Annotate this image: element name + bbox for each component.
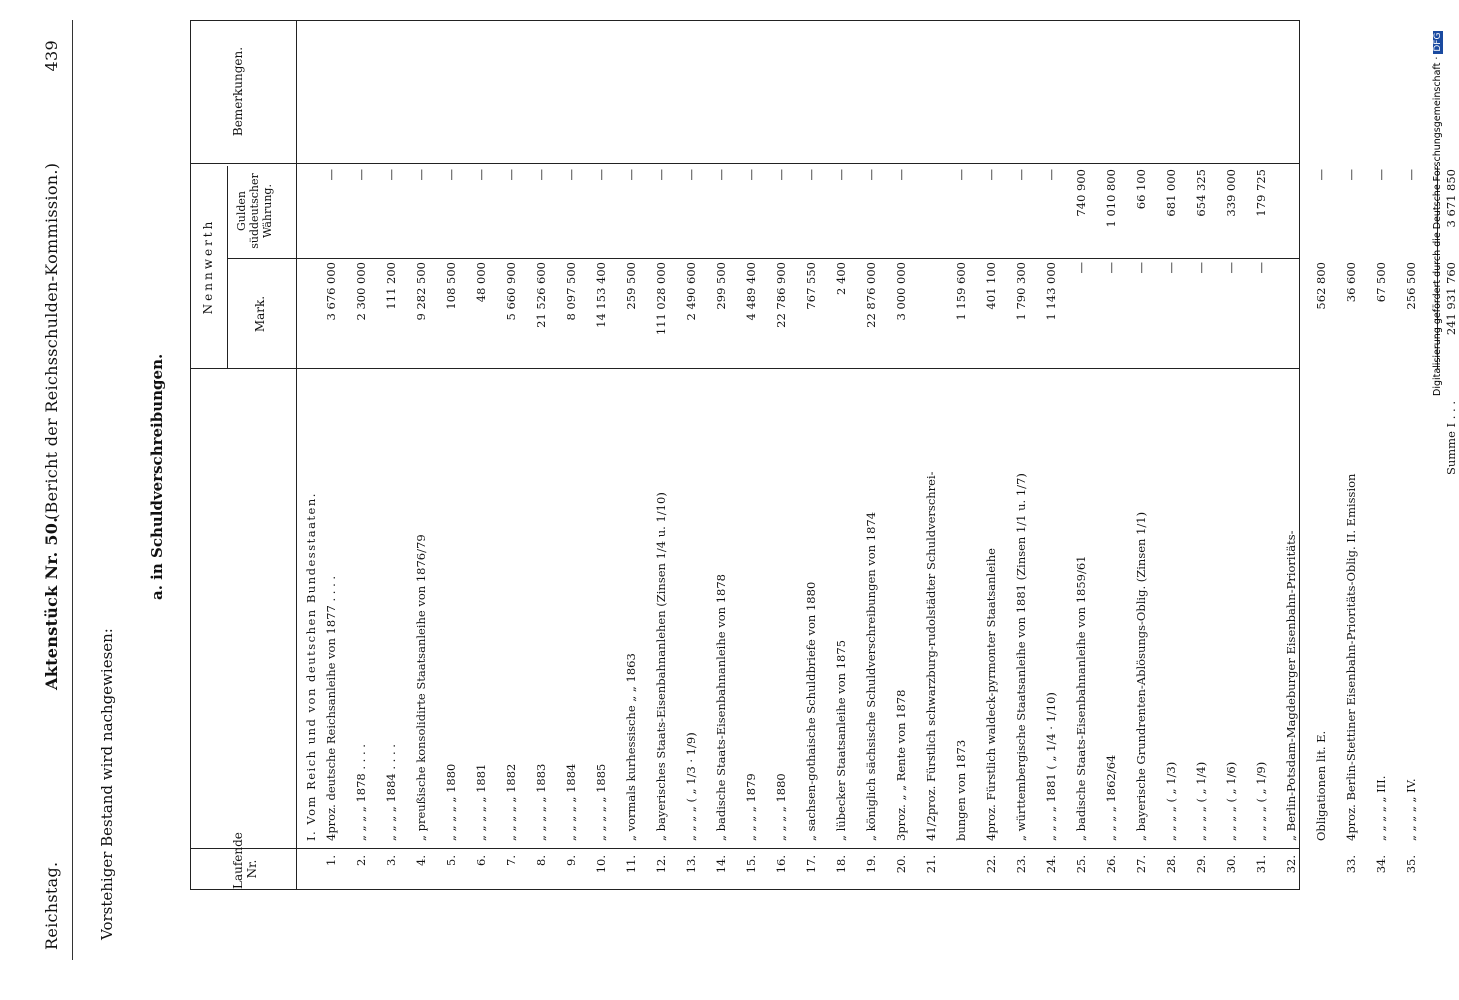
row-number: 26. xyxy=(1104,855,1118,874)
row-mark-value: 111 028 000 xyxy=(654,262,668,336)
table-row xyxy=(563,19,579,889)
row-mark-value: 36 600 xyxy=(1344,262,1358,303)
row-description: „ „ „ „ 1881 ( „ 1/4 · 1/10) xyxy=(1044,692,1058,841)
row-mark-value: 21 526 600 xyxy=(534,262,548,328)
row-description: „ „ „ „ „ 1883 xyxy=(534,763,548,841)
intro-text: Vorstehiger Bestand wird nachgewiesen: xyxy=(98,628,116,940)
row-number: 15. xyxy=(744,855,758,874)
row-description: „ „ „ „ „ 1884 xyxy=(564,763,578,841)
row-description: „ „ „ „ „ 1880 xyxy=(444,763,458,841)
header-rule xyxy=(72,20,73,960)
row-number: 29. xyxy=(1194,855,1208,874)
row-number: 12. xyxy=(654,855,668,874)
row-gulden-value: — xyxy=(624,169,638,181)
table-row xyxy=(863,19,879,889)
row-mark-value: 256 500 xyxy=(1404,262,1418,310)
row-number: 24. xyxy=(1044,855,1058,874)
row-number: 17. xyxy=(804,855,818,874)
row-gulden-value: — xyxy=(864,169,878,181)
table-row xyxy=(623,19,639,889)
row-gulden-value: — xyxy=(504,169,518,181)
row-description: „ badische Staats-Eisenbahnanleihe von 1859/61 xyxy=(1074,555,1088,841)
sum-mark: 241 931 760 xyxy=(1444,262,1458,336)
row-number: 1. xyxy=(324,855,338,866)
col-head-gulden: Gulden süddeutscher Währung. xyxy=(235,173,274,249)
row-gulden-value: — xyxy=(534,169,548,181)
row-description: „ „ „ „ ( „ 1/3) xyxy=(1164,761,1178,841)
row-mark-value: — xyxy=(1194,262,1208,274)
row-number: 20. xyxy=(894,855,908,874)
row-description: „ „ „ „ 1878 . . . . xyxy=(354,744,368,841)
row-description: „ „ „ „ 1862/64 xyxy=(1104,754,1118,841)
row-number: 3. xyxy=(384,855,398,866)
table-row xyxy=(1163,19,1179,889)
row-description: „ „ „ „ ( „ 1/9) xyxy=(1254,761,1268,841)
table-row xyxy=(683,19,699,889)
row-gulden-value: — xyxy=(1344,169,1358,181)
col-head-mark: Mark. xyxy=(253,295,267,333)
running-head xyxy=(40,20,70,960)
row-gulden-value: — xyxy=(414,169,428,181)
table-row xyxy=(1223,19,1239,889)
row-gulden-value: — xyxy=(954,169,968,181)
row-mark-value: 259 500 xyxy=(624,262,638,310)
row-description: „ bayerisches Staats-Eisenbahnanlehen (Zinsen 1/4 u. 1/10) xyxy=(654,492,668,841)
credit-text: Digitalisierung gefördert durch die Deutsche Forschungsgemeinschaft · xyxy=(1432,56,1443,396)
row-mark-value: 67 500 xyxy=(1374,262,1388,303)
section-title: a. in Schuldverschreibungen. xyxy=(148,353,166,600)
row-description: „ lübecker Staatsanleihe von 1875 xyxy=(834,639,848,841)
row-gulden-value: — xyxy=(1314,169,1328,181)
sum-gulden: 3 671 850 xyxy=(1444,169,1458,228)
row-description: „ „ „ „ ( „ 1/3 · 1/9) xyxy=(684,732,698,841)
row-mark-value: 111 200 xyxy=(384,262,398,310)
row-number: 6. xyxy=(474,855,488,866)
row-gulden-value: — xyxy=(354,169,368,181)
row-number: 11. xyxy=(624,855,638,874)
row-mark-value: 3 000 000 xyxy=(894,262,908,321)
table-row xyxy=(473,19,489,889)
table-row xyxy=(593,19,609,889)
row-description: „ „ „ „ ( „ 1/6) xyxy=(1224,761,1238,841)
row-number: 4. xyxy=(414,855,428,866)
row-gulden-value: — xyxy=(1374,169,1388,181)
row-mark-value: 48 000 xyxy=(474,262,488,303)
row-mark-value: 9 282 500 xyxy=(414,262,428,321)
row-description: „ württembergische Staatsanleihe von 1881 (Zinsen 1/1 u. 1/7) xyxy=(1014,473,1028,841)
row-gulden-value: — xyxy=(1044,169,1058,181)
row-gulden-value: — xyxy=(1404,169,1418,181)
header-subtitle: (Bericht der Reichsschulden-Kommission.) xyxy=(42,162,61,520)
table-row xyxy=(1343,19,1359,889)
row-number: 25. xyxy=(1074,855,1088,874)
row-description: 3proz. „ „ Rente von 1878 xyxy=(894,689,908,841)
row-number: 33. xyxy=(1344,855,1358,874)
row-number: 5. xyxy=(444,855,458,866)
row-number: 31. xyxy=(1254,855,1268,874)
sum-label: Summe I . . . xyxy=(1444,401,1458,476)
col-head-nennwerth: Nennwerth xyxy=(201,218,215,315)
row-description: „ Berlin-Potsdam-Magdeburger Eisenbahn-Prioritäts- xyxy=(1284,530,1298,841)
row-gulden-value: — xyxy=(834,169,848,181)
row-mark-value: 2 300 000 xyxy=(354,262,368,321)
section-heading: I. Vom Reich und von deutschen Bundesstaaten. xyxy=(304,492,318,841)
row-description: bungen von 1873 xyxy=(954,739,968,841)
row-gulden-value: 1 010 800 xyxy=(1104,169,1118,228)
row-gulden-value: 740 900 xyxy=(1074,169,1088,217)
row-mark-value: — xyxy=(1224,262,1238,274)
table-row xyxy=(893,19,909,889)
table-row xyxy=(923,19,939,889)
row-gulden-value: 339 000 xyxy=(1224,169,1238,217)
row-number: 16. xyxy=(774,855,788,874)
row-description: „ „ „ „ 1884 . . . . xyxy=(384,744,398,841)
page-number: 439 xyxy=(42,40,61,72)
row-description: „ preußische konsolidirte Staatsanleihe von 1876/79 xyxy=(414,534,428,841)
row-number: 32. xyxy=(1284,855,1298,874)
row-mark-value: 5 660 900 xyxy=(504,262,518,321)
row-gulden-value: — xyxy=(474,169,488,181)
row-number: 7. xyxy=(504,855,518,866)
row-description: „ „ „ „ ( „ 1/4) xyxy=(1194,761,1208,841)
row-gulden-value: — xyxy=(984,169,998,181)
row-gulden-value: — xyxy=(774,169,788,181)
row-number: 19. xyxy=(864,855,878,874)
row-number: 8. xyxy=(534,855,548,866)
table-row xyxy=(953,19,969,889)
table-row xyxy=(1073,19,1089,889)
table-row xyxy=(983,19,999,889)
row-description: „ „ „ „ „ III. xyxy=(1374,775,1388,841)
table-row xyxy=(1043,19,1059,889)
row-description: „ „ „ „ „ 1881 xyxy=(474,763,488,841)
row-description: Obligationen lit. E. xyxy=(1314,730,1328,841)
row-description: „ badische Staats-Eisenbahnanleihe von 1878 xyxy=(714,574,728,841)
table-row xyxy=(803,19,819,889)
row-description: „ vormals kurhessische „ „ 1863 xyxy=(624,653,638,841)
row-description: „ „ „ „ 1880 xyxy=(774,773,788,841)
row-mark-value: — xyxy=(1104,262,1118,274)
row-gulden-value: — xyxy=(594,169,608,181)
row-gulden-value: — xyxy=(444,169,458,181)
row-mark-value: 4 489 400 xyxy=(744,262,758,321)
row-gulden-value: — xyxy=(324,169,338,181)
table-row xyxy=(1193,19,1209,889)
header-left: Reichstag. xyxy=(42,861,61,950)
table-row xyxy=(1133,19,1149,889)
table-row xyxy=(713,19,729,889)
table-row xyxy=(1373,19,1389,889)
table-row xyxy=(833,19,849,889)
row-gulden-value: — xyxy=(564,169,578,181)
section-heading-row xyxy=(303,19,319,889)
table-row xyxy=(413,19,429,889)
row-description: „ bayerische Grundrenten-Ablösungs-Oblig. (Zinsen 1/1) xyxy=(1134,511,1148,841)
row-number: 18. xyxy=(834,855,848,874)
row-mark-value: — xyxy=(1164,262,1178,274)
row-number: 27. xyxy=(1134,855,1148,874)
row-gulden-value: 179 725 xyxy=(1254,169,1268,217)
table-row xyxy=(743,19,759,889)
row-mark-value: 22 786 900 xyxy=(774,262,788,328)
row-gulden-value: — xyxy=(744,169,758,181)
row-number: 28. xyxy=(1164,855,1178,874)
row-gulden-value: — xyxy=(1014,169,1028,181)
row-mark-value: — xyxy=(1074,262,1088,274)
row-gulden-value: — xyxy=(894,169,908,181)
table-row xyxy=(653,19,669,889)
row-gulden-value: — xyxy=(804,169,818,181)
row-description: „ „ „ „ 1879 xyxy=(744,773,758,841)
table-row xyxy=(1253,19,1269,889)
row-gulden-value: 654 325 xyxy=(1194,169,1208,217)
row-description: „ sachsen-gothaische Schuldbriefe von 1880 xyxy=(804,581,818,841)
row-mark-value: 22 876 000 xyxy=(864,262,878,328)
row-number: 21. xyxy=(924,855,938,874)
row-mark-value: 767 550 xyxy=(804,262,818,310)
nennwerth-rule xyxy=(227,166,228,369)
row-number: 9. xyxy=(564,855,578,866)
row-number: 14. xyxy=(714,855,728,874)
row-mark-value: 3 676 000 xyxy=(324,262,338,321)
row-description: 4proz. Fürstlich waldeck-pyrmonter Staatsanleihe xyxy=(984,548,998,841)
row-mark-value: 562 800 xyxy=(1314,262,1328,310)
table-row xyxy=(443,19,459,889)
row-number: 10. xyxy=(594,855,608,874)
row-mark-value: 14 153 400 xyxy=(594,262,608,328)
row-mark-value: 1 790 300 xyxy=(1014,262,1028,321)
row-gulden-value: — xyxy=(384,169,398,181)
row-number: 2. xyxy=(354,855,368,866)
sum-row xyxy=(1443,19,1459,889)
row-mark-value: — xyxy=(1134,262,1148,274)
row-mark-value: 401 100 xyxy=(984,262,998,310)
table-row xyxy=(1013,19,1029,889)
table-row xyxy=(383,19,399,889)
row-mark-value: 1 159 600 xyxy=(954,262,968,321)
table-row xyxy=(773,19,789,889)
row-description: 4proz. Berlin-Stettiner Eisenbahn-Prioritäts-Oblig. II. Emission xyxy=(1344,473,1358,841)
row-description: 41/2proz. Fürstlich schwarzburg-rudolstädter Schuldverschrei- xyxy=(924,471,938,841)
table-row xyxy=(353,19,369,889)
table-row xyxy=(503,19,519,889)
dfg-logo: DFG xyxy=(1433,32,1443,52)
row-number: 22. xyxy=(984,855,998,874)
row-number: 30. xyxy=(1224,855,1238,874)
row-mark-value: 108 500 xyxy=(444,262,458,310)
table-row xyxy=(1313,19,1329,889)
header-title: Aktenstück Nr. 50. xyxy=(42,516,61,690)
row-mark-value: 2 490 600 xyxy=(684,262,698,321)
row-gulden-value: — xyxy=(714,169,728,181)
row-number: 23. xyxy=(1014,855,1028,874)
row-mark-value: — xyxy=(1254,262,1268,274)
row-mark-value: 299 500 xyxy=(714,262,728,310)
row-description: 4proz. deutsche Reichsanleihe von 1877 . . . . xyxy=(324,575,338,841)
row-gulden-value: 66 100 xyxy=(1134,169,1148,210)
col-head-no: Laufende Nr. xyxy=(231,832,259,889)
row-gulden-value: — xyxy=(684,169,698,181)
row-gulden-value: — xyxy=(654,169,668,181)
row-number: 34. xyxy=(1374,855,1388,874)
table-row xyxy=(1103,19,1119,889)
row-description: „ „ „ „ „ 1885 xyxy=(594,763,608,841)
table-row xyxy=(1283,19,1299,889)
row-mark-value: 1 143 000 xyxy=(1044,262,1058,321)
row-number: 13. xyxy=(684,855,698,874)
digitization-credit xyxy=(1416,6,1443,396)
row-mark-value: 2 400 xyxy=(834,262,848,295)
row-description: „ königlich sächsische Schuldverschreibungen von 1874 xyxy=(864,511,878,841)
row-mark-value: 8 097 500 xyxy=(564,262,578,321)
header-bottom-rule xyxy=(296,21,297,889)
row-gulden-value: 681 000 xyxy=(1164,169,1178,217)
row-number: 35. xyxy=(1404,855,1418,874)
table-row xyxy=(533,19,549,889)
col-head-bemerkungen: Bemerkungen. xyxy=(231,46,245,137)
row-description: „ „ „ „ „ IV. xyxy=(1404,778,1418,841)
row-description: „ „ „ „ „ 1882 xyxy=(504,763,518,841)
table-row xyxy=(323,19,339,889)
